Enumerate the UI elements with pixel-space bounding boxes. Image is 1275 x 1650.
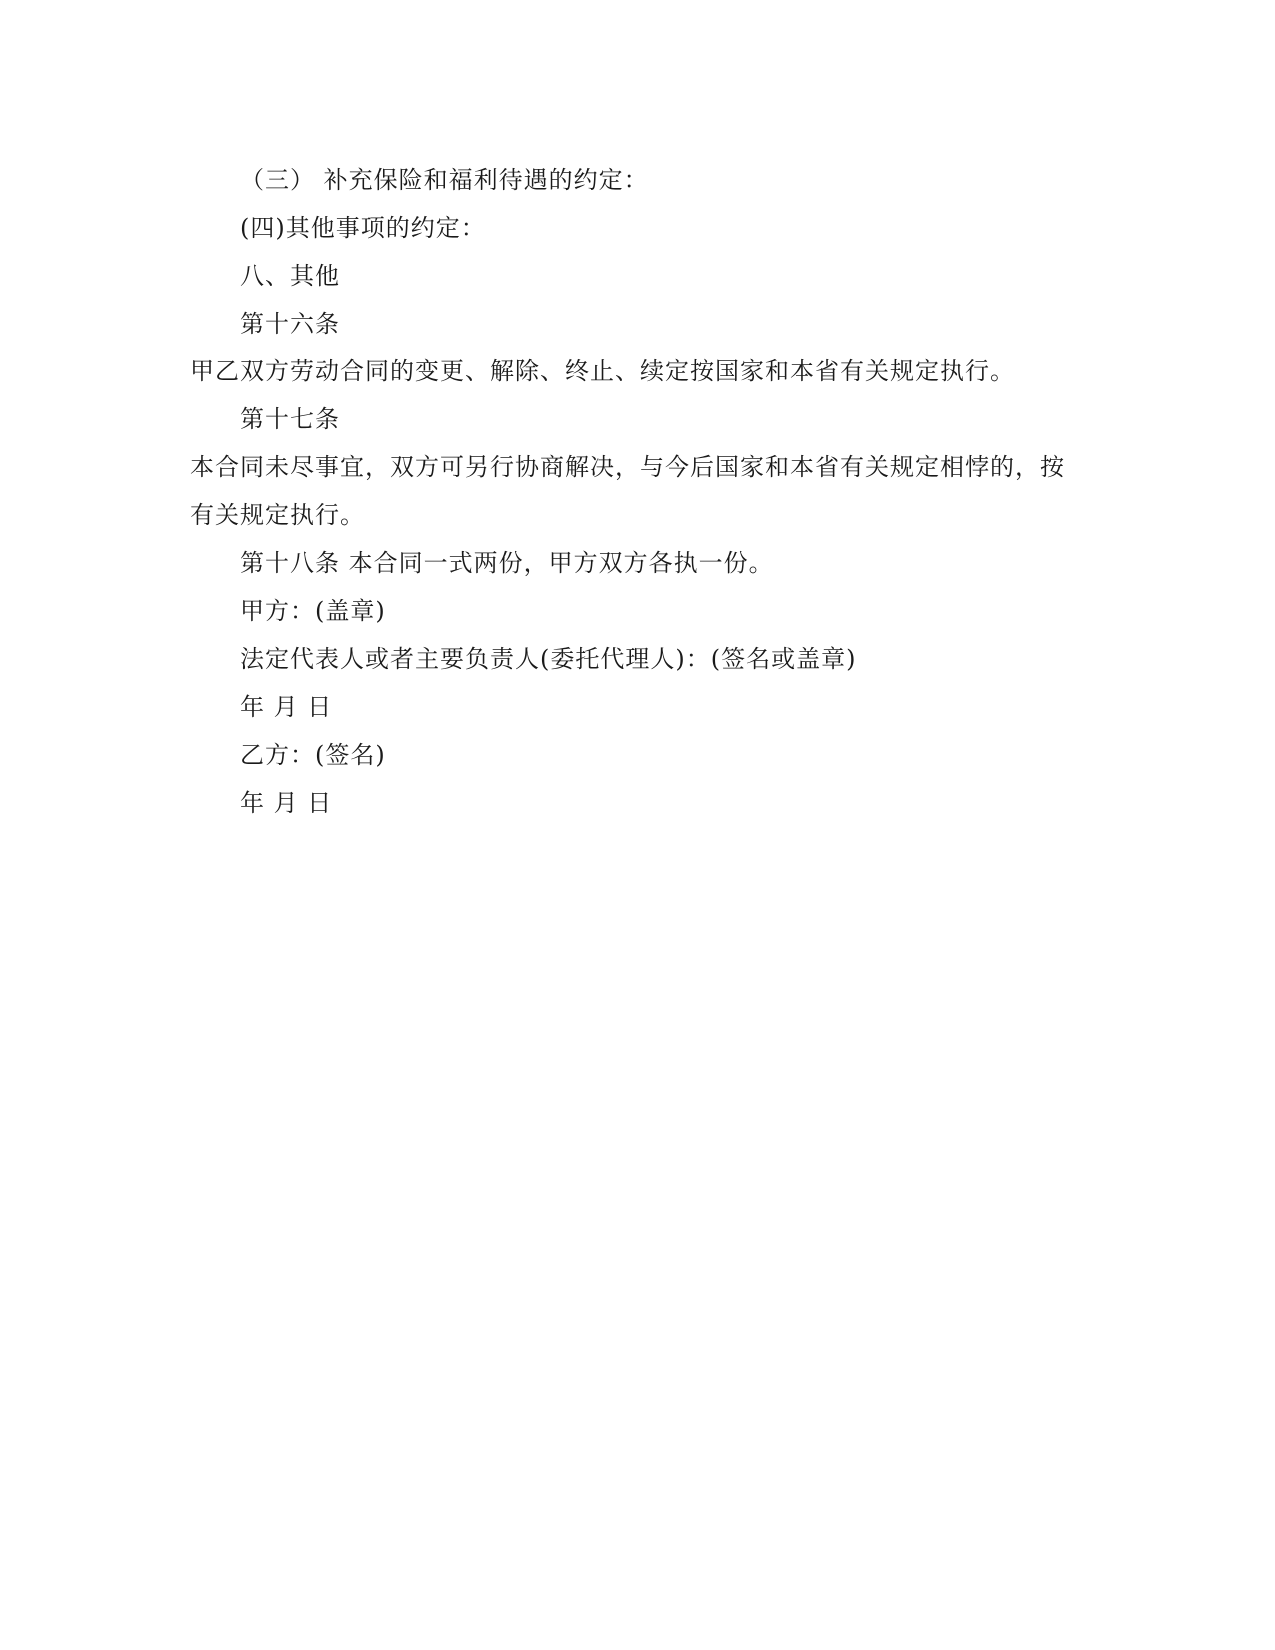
party-b-date: 年 月 日 xyxy=(240,789,333,817)
article-16-body: 甲乙双方劳动合同的变更、解除、终止、续定按国家和本省有关规定执行。 xyxy=(190,357,1015,385)
clause-supplementary-insurance: （三） 补充保险和福利待遇的约定： xyxy=(240,166,649,194)
party-a-date: 年 月 日 xyxy=(240,693,333,721)
article-17-body-line-2: 有关规定执行。 xyxy=(190,501,365,529)
article-17-body-line-1: 本合同未尽事宜，双方可另行协商解决，与今后国家和本省有关规定相悖的，按 xyxy=(190,453,1065,481)
legal-representative-signature: 法定代表人或者主要负责人(委托代理人)：(签名或盖章) xyxy=(240,645,857,673)
clause-other-matters: (四)其他事项的约定： xyxy=(240,214,486,242)
article-17-heading: 第十七条 xyxy=(240,405,340,433)
section-heading-other: 八、其他 xyxy=(240,262,340,290)
article-16-heading: 第十六条 xyxy=(240,310,340,338)
party-a-seal: 甲方：(盖章) xyxy=(240,597,386,625)
article-18: 第十八条 本合同一式两份，甲方双方各执一份。 xyxy=(240,549,774,577)
party-b-signature: 乙方：(签名) xyxy=(240,741,386,769)
